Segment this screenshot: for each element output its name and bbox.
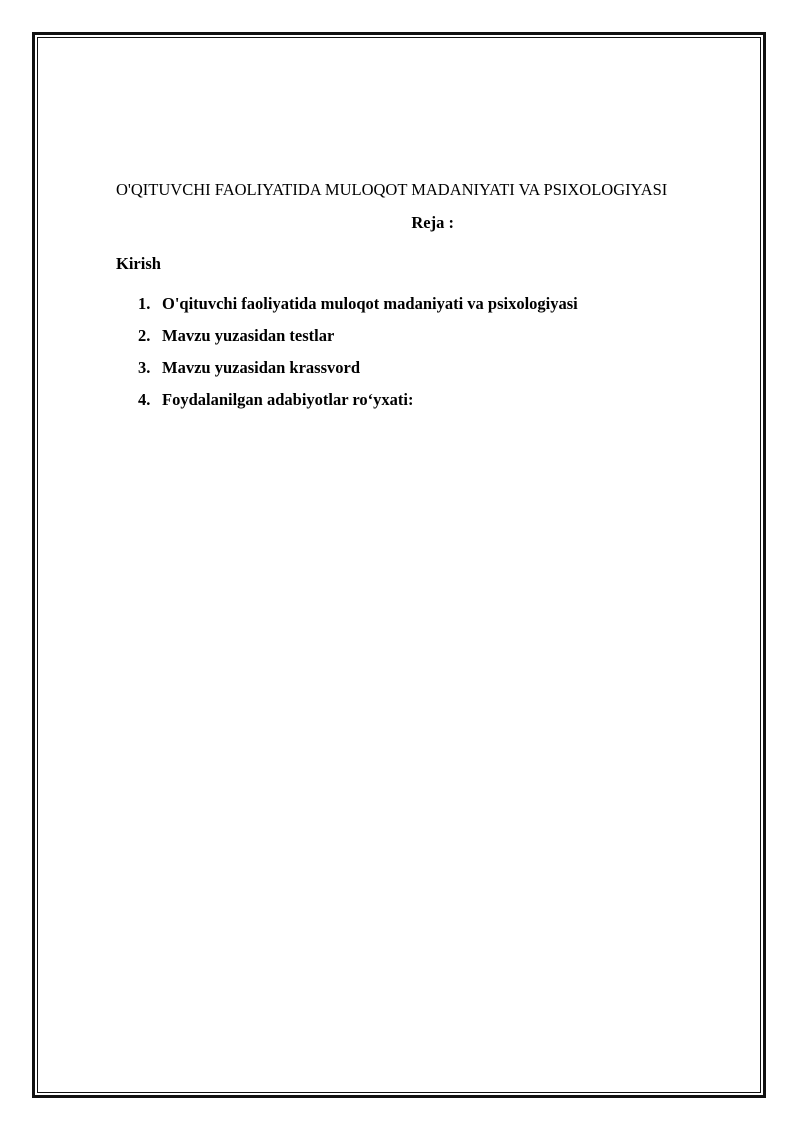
plan-heading: Reja :: [411, 213, 454, 232]
plan-item-text: Mavzu yuzasidan testlar: [162, 326, 335, 345]
plan-item-number: 4.: [138, 390, 151, 409]
plan-item-number: 2.: [138, 326, 151, 345]
plan-item-number: 3.: [138, 358, 151, 377]
plan-list: [116, 294, 676, 410]
document-title: O'QITUVCHI FAOLIYATIDA MULOQOT MADANIYATI VA PSIXOLOGIYASI: [116, 180, 668, 199]
plan-list-item: [116, 294, 676, 314]
intro-heading: Kirish: [116, 254, 161, 273]
plan-list-item: [116, 326, 676, 346]
plan-list-item: [116, 358, 676, 378]
document-body: [116, 178, 676, 422]
plan-item-text: Mavzu yuzasidan krassvord: [162, 358, 361, 377]
plan-item-text: Foydalanilgan adabiyotlar ro‘yxati:: [162, 390, 414, 409]
plan-item-number: 1.: [138, 294, 151, 313]
plan-list-item: [116, 390, 676, 410]
plan-item-text: O'qituvchi faoliyatida muloqot madaniyati va psixologiyasi: [162, 294, 578, 313]
